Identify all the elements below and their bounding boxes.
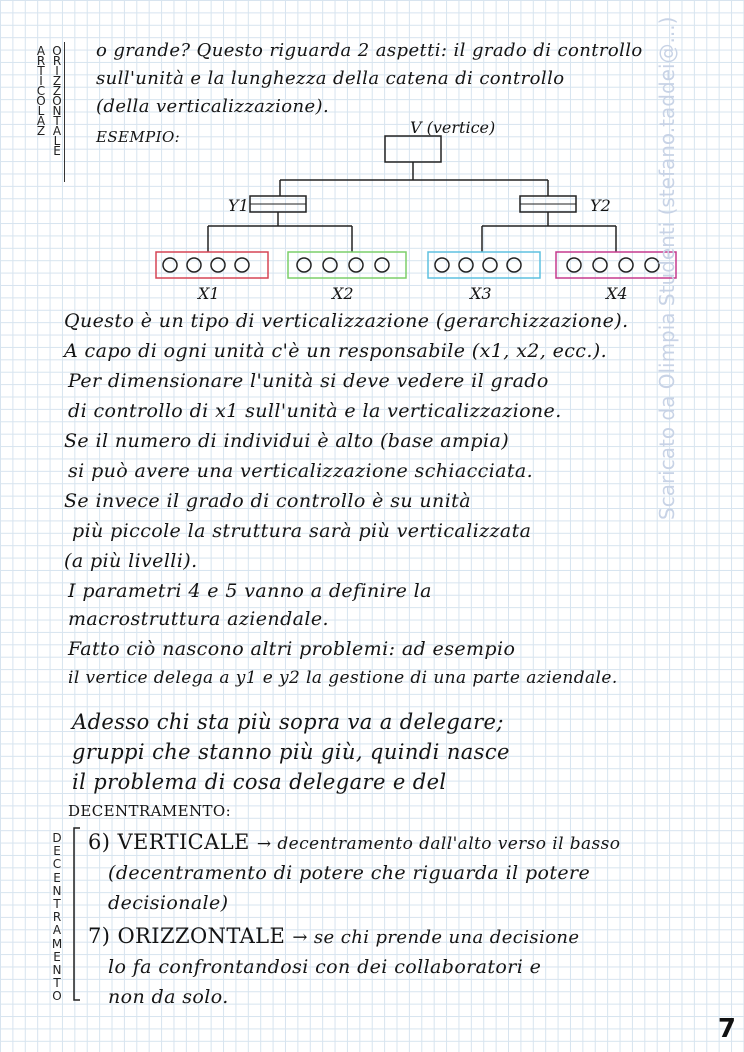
sidebar-letter: N: [52, 963, 62, 978]
item-7-title: ORIZZONTALE: [117, 924, 286, 948]
sidebar-letter: E: [53, 844, 61, 859]
text-line: (a più livelli).: [64, 550, 198, 572]
decentramento-title: DECENTRAMENTO:: [68, 802, 232, 820]
sidebar-letter: R: [52, 54, 62, 68]
text-line: A capo di ogni unità c'è un responsabile (x1, x2, ecc.).: [64, 340, 608, 362]
text-line: Se invece il grado di controllo è su unità: [64, 490, 471, 512]
item-6-num: 6): [88, 830, 111, 854]
sidebar-letter: N: [52, 104, 62, 118]
vertex-label: V (vertice): [410, 118, 496, 137]
sidebar-letter: I: [39, 74, 43, 88]
sidebar-letter: I: [55, 64, 59, 78]
item-6-line: (decentramento di potere che riguarda il potere: [108, 862, 591, 884]
watermark: Scaricato da Olimpia Studenti (stefano.taddei@...): [655, 16, 679, 520]
unit-circles: [163, 258, 659, 272]
text-line: macrostruttura aziendale.: [68, 608, 329, 630]
sidebar-letter: L: [53, 134, 61, 148]
sidebar-bottom: [50, 832, 64, 1004]
sidebar-letter: O: [52, 94, 62, 108]
text-line: o grande? Questo riguarda 2 aspetti: il grado di controllo: [96, 40, 643, 61]
sidebar-letter: T: [53, 976, 61, 991]
sidebar-letter: C: [52, 857, 62, 872]
sidebar-letter: N: [52, 883, 62, 898]
text-line: Fatto ciò nascono altri problemi: ad esempio: [68, 638, 516, 660]
item-6-header: [88, 830, 620, 854]
item-7-header: [88, 924, 579, 948]
x2-label: X2: [332, 284, 354, 303]
page-number: 7: [717, 1014, 736, 1044]
sidebar-letter: T: [37, 64, 45, 78]
unit-box-x1: [156, 252, 268, 278]
text-line: gruppi che stanno più giù, quindi nasce: [72, 740, 510, 764]
item-6-title: VERTICALE: [117, 830, 250, 854]
item-7-line: non da solo.: [108, 986, 229, 1008]
text-line: si può avere una verticalizzazione schiacciata.: [68, 460, 534, 482]
x1-label: X1: [198, 284, 220, 303]
item-7-line: → se chi prende una decisione: [292, 927, 580, 948]
text-line: di controllo di x1 sull'unità e la verticalizzazione.: [68, 400, 562, 422]
text-line: (della verticalizzazione).: [96, 96, 330, 117]
text-line: sull'unità e la lunghezza della catena di controllo: [96, 68, 565, 89]
sidebar-letter: M: [51, 936, 63, 951]
item-6-line: decisionale): [108, 892, 229, 914]
sidebar-letter: R: [36, 54, 46, 68]
sidebar-letter: E: [53, 870, 61, 885]
sidebar-letter: T: [53, 897, 61, 912]
y1-label: Y1: [228, 196, 249, 215]
sidebar-letter: A: [52, 124, 62, 138]
sidebar-letter: O: [52, 989, 62, 1004]
item-6-line: → decentramento dall'alto verso il basso: [256, 834, 621, 854]
sidebar-letter: E: [53, 949, 61, 964]
item-7-num: 7): [88, 924, 111, 948]
sidebar-letter: R: [52, 910, 62, 925]
text-line: Adesso chi sta più sopra va a delegare;: [72, 710, 504, 734]
vertex-box: [385, 136, 441, 162]
unit-box-x3: [428, 252, 540, 278]
sidebar-letter: A: [36, 114, 46, 128]
text-line: Se il numero di individui è alto (base ampia): [64, 430, 510, 452]
example-label: ESEMPIO:: [96, 128, 181, 146]
text-line: Questo è un tipo di verticalizzazione (gerarchizzazione).: [64, 310, 629, 332]
sidebar-letter: E: [53, 144, 61, 158]
sidebar-letter: O: [52, 44, 62, 58]
sidebar-letter: Z: [52, 84, 62, 98]
sidebar-letter: T: [53, 114, 61, 128]
sidebar-letter: A: [36, 44, 46, 58]
sidebar-letter: A: [52, 923, 62, 938]
sidebar-letter: Z: [36, 124, 46, 138]
text-line: il vertice delega a y1 e y2 la gestione di una parte aziendale.: [68, 668, 618, 688]
sidebar-letter: L: [37, 104, 45, 118]
sidebar-letter: Z: [52, 74, 62, 88]
sidebar-letter: O: [36, 94, 46, 108]
text-line: il problema di cosa delegare e del: [72, 770, 447, 794]
x3-label: X3: [470, 284, 492, 303]
y2-label: Y2: [590, 196, 611, 215]
x4-label: X4: [606, 284, 628, 303]
text-line: Per dimensionare l'unità si deve vedere il grado: [68, 370, 549, 392]
item-7-line: lo fa confrontandosi con dei collaboratori e: [108, 956, 542, 978]
text-line: I parametri 4 e 5 vanno a definire la: [68, 580, 432, 602]
sidebar-letter: D: [52, 831, 62, 845]
sidebar-letter: C: [36, 84, 46, 98]
text-line: più piccole la struttura sarà più verticalizzata: [72, 520, 532, 542]
org-chart-diagram: [0, 0, 744, 320]
